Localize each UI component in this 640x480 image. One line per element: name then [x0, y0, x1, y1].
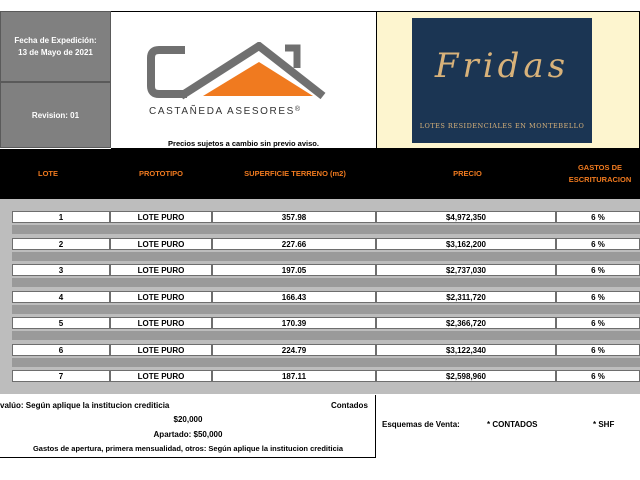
- table-cell-precio: $2,737,030: [376, 264, 556, 276]
- column-gastos: [560, 149, 640, 199]
- row-separator: [12, 252, 640, 261]
- table-cell-lote: 5: [12, 317, 110, 329]
- table-cell-lote: 6: [12, 344, 110, 356]
- price-notice: Precios sujetos a cambio sin previo aviso.: [168, 139, 319, 148]
- revision-cell: [0, 82, 111, 148]
- fridas-logo-box: [412, 18, 592, 143]
- amount-text: $20,000: [173, 415, 203, 424]
- table-cell-superficie: 224.79: [212, 344, 376, 356]
- fridas-subtitle: LOTES RESIDENCIALES EN MONTEBELLO: [419, 122, 585, 130]
- table-cell-prototipo: LOTE PURO: [110, 238, 212, 250]
- row-separator: [12, 331, 640, 340]
- table-header: [0, 149, 640, 199]
- table-cell-precio: $2,311,720: [376, 291, 556, 303]
- table-cell-gastos: 6 %: [556, 370, 640, 382]
- issue-date-value: 13 de Mayo de 2021: [18, 48, 93, 57]
- contados-text: Contados: [331, 401, 368, 410]
- table-cell-prototipo: LOTE PURO: [110, 317, 212, 329]
- issue-date-cell: [0, 11, 111, 82]
- footer-left: [0, 395, 376, 458]
- table-cell-prototipo: LOTE PURO: [110, 291, 212, 303]
- table-cell-superficie: 187.11: [212, 370, 376, 382]
- column-gastos-line2: ESCRITURACION: [568, 175, 632, 184]
- table-cell-lote: 1: [12, 211, 110, 223]
- column-gastos-line1: GASTOS DE: [577, 163, 623, 172]
- table-cell-lote: 7: [12, 370, 110, 382]
- table-cell-precio: $2,598,960: [376, 370, 556, 382]
- footer-right: [376, 395, 640, 458]
- table-cell-prototipo: LOTE PURO: [110, 211, 212, 223]
- esquema-contados: * CONTADOS: [487, 420, 538, 429]
- brand-cell: [376, 11, 640, 149]
- company-logo-cell: [111, 11, 376, 149]
- table-cell-lote: 2: [12, 238, 110, 250]
- logo-c-shape: [151, 50, 187, 94]
- table-cell-precio: $4,972,350: [376, 211, 556, 223]
- company-name-text: CASTAÑEDA ASESORES: [149, 106, 295, 117]
- table-cell-gastos: 6 %: [556, 238, 640, 250]
- row-separator: [12, 278, 640, 287]
- column-lote: LOTE: [38, 169, 58, 178]
- avaluo-text: valúo: Según aplique la institucion crediticia: [0, 401, 170, 410]
- esquema-shf: * SHF: [593, 420, 615, 429]
- table-cell-precio: $2,366,720: [376, 317, 556, 329]
- table-cell-precio: $3,122,340: [376, 344, 556, 356]
- table-cell-gastos: 6 %: [556, 264, 640, 276]
- company-name: [149, 106, 349, 117]
- row-separator: [12, 305, 640, 314]
- column-prototipo: PROTOTIPO: [138, 169, 184, 178]
- table-cell-superficie: 197.05: [212, 264, 376, 276]
- row-separator: [12, 358, 640, 367]
- table-cell-gastos: 6 %: [556, 317, 640, 329]
- apartado-text: Apartado: $50,000: [153, 430, 223, 439]
- table-cell-prototipo: LOTE PURO: [110, 264, 212, 276]
- table-cell-prototipo: LOTE PURO: [110, 344, 212, 356]
- table-cell-superficie: 166.43: [212, 291, 376, 303]
- table-cell-lote: 4: [12, 291, 110, 303]
- table-cell-superficie: 170.39: [212, 317, 376, 329]
- gastos-text: Gastos de apertura, primera mensualidad, otros: Según aplique la institucion crediticia: [32, 444, 344, 453]
- castaneda-logo: [147, 42, 327, 102]
- table-cell-gastos: 6 %: [556, 211, 640, 223]
- table-cell-gastos: 6 %: [556, 291, 640, 303]
- column-superficie: SUPERFICIE TERRENO (m2): [244, 169, 346, 178]
- table-cell-gastos: 6 %: [556, 344, 640, 356]
- table-cell-precio: $3,162,200: [376, 238, 556, 250]
- table-cell-superficie: 357.98: [212, 211, 376, 223]
- registered-mark: ®: [294, 106, 302, 113]
- row-separator: [12, 225, 640, 234]
- table-cell-prototipo: LOTE PURO: [110, 370, 212, 382]
- table-cell-superficie: 227.66: [212, 238, 376, 250]
- esquemas-label: Esquemas de Venta:: [382, 420, 460, 429]
- issue-date-label: Fecha de Expedición:: [14, 36, 97, 45]
- column-precio: PRECIO: [453, 169, 482, 178]
- table-cell-lote: 3: [12, 264, 110, 276]
- fridas-title: Fridas: [434, 46, 570, 86]
- revision-label: Revision: 01: [31, 110, 80, 120]
